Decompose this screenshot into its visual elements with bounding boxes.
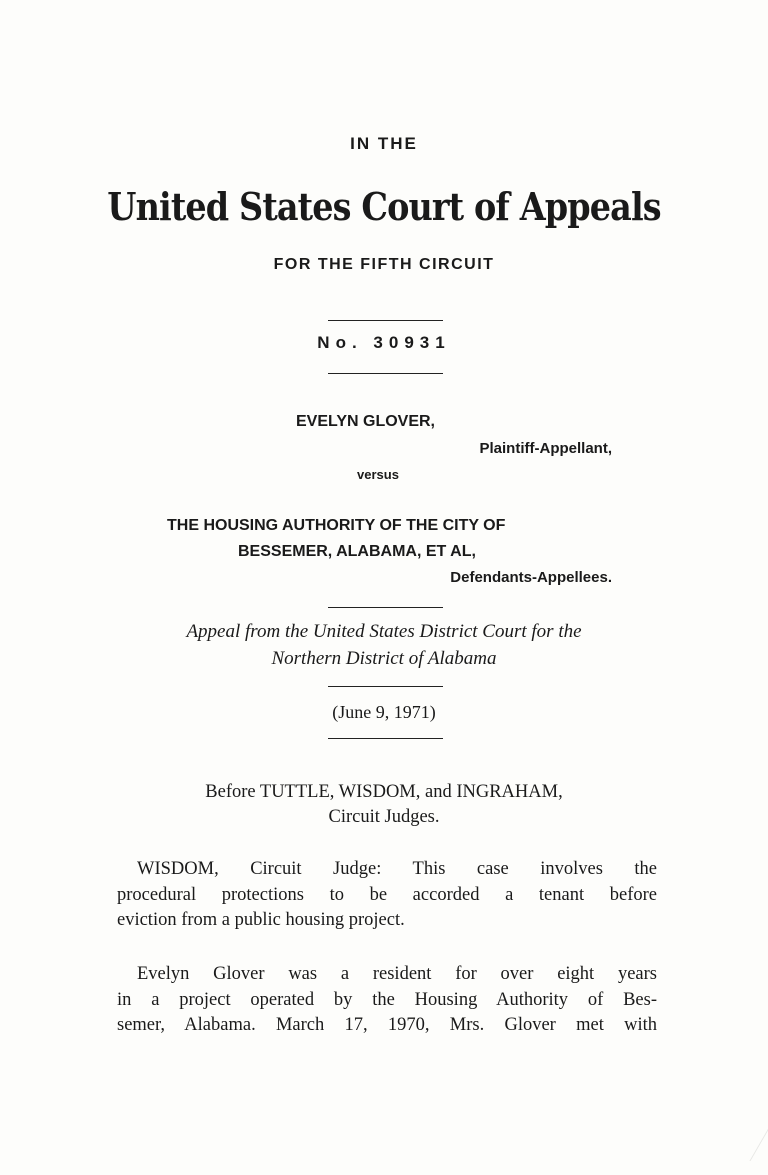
divider-rule xyxy=(328,373,443,374)
circuit-heading: FOR THE FIFTH CIRCUIT xyxy=(273,256,495,273)
divider-rule xyxy=(328,320,443,321)
appellee-role: Defendants-Appellees. xyxy=(450,569,612,586)
paragraph-line: semer, Alabama. March 17, 1970, Mrs. Glover met with xyxy=(117,1015,657,1035)
page-corner-mark xyxy=(727,1121,768,1161)
appellee-name-line1: THE HOUSING AUTHORITY OF THE CITY OF xyxy=(167,517,506,534)
decision-date: (June 9, 1971) xyxy=(332,702,436,722)
panel-line2: Circuit Judges. xyxy=(328,807,440,827)
panel-line1: Before TUTTLE, WISDOM, and INGRAHAM, xyxy=(205,782,563,802)
paragraph-line: Evelyn Glover was a resident for over eight years xyxy=(137,964,657,984)
versus-label: versus xyxy=(357,467,399,482)
paragraph-line: in a project operated by the Housing Authority of Bes- xyxy=(117,989,657,1010)
in-the-heading: IN THE xyxy=(350,134,418,153)
opinion-paragraph-2 xyxy=(117,962,657,1039)
paragraph-line: procedural protections to be accorded a tenant before xyxy=(117,884,657,905)
court-title: United States Court of Appeals xyxy=(107,184,661,229)
appellant-role: Plaintiff-Appellant, xyxy=(479,440,612,457)
divider-rule xyxy=(328,607,443,608)
appellee-name-line2: BESSEMER, ALABAMA, ET AL, xyxy=(238,543,476,560)
appeal-line1: Appeal from the United States District Court for the xyxy=(186,621,582,642)
divider-rule xyxy=(328,738,443,739)
divider-rule xyxy=(328,686,443,687)
paragraph-line: eviction from a public housing project. xyxy=(117,910,405,930)
appellant-name: EVELYN GLOVER, xyxy=(296,413,435,430)
paragraph-line: WISDOM, Circuit Judge: This case involves the xyxy=(137,859,657,879)
appeal-line2: Northern District of Alabama xyxy=(271,648,497,669)
opinion-paragraph-1 xyxy=(117,857,657,934)
docket-number: No. 30931 xyxy=(317,333,451,352)
